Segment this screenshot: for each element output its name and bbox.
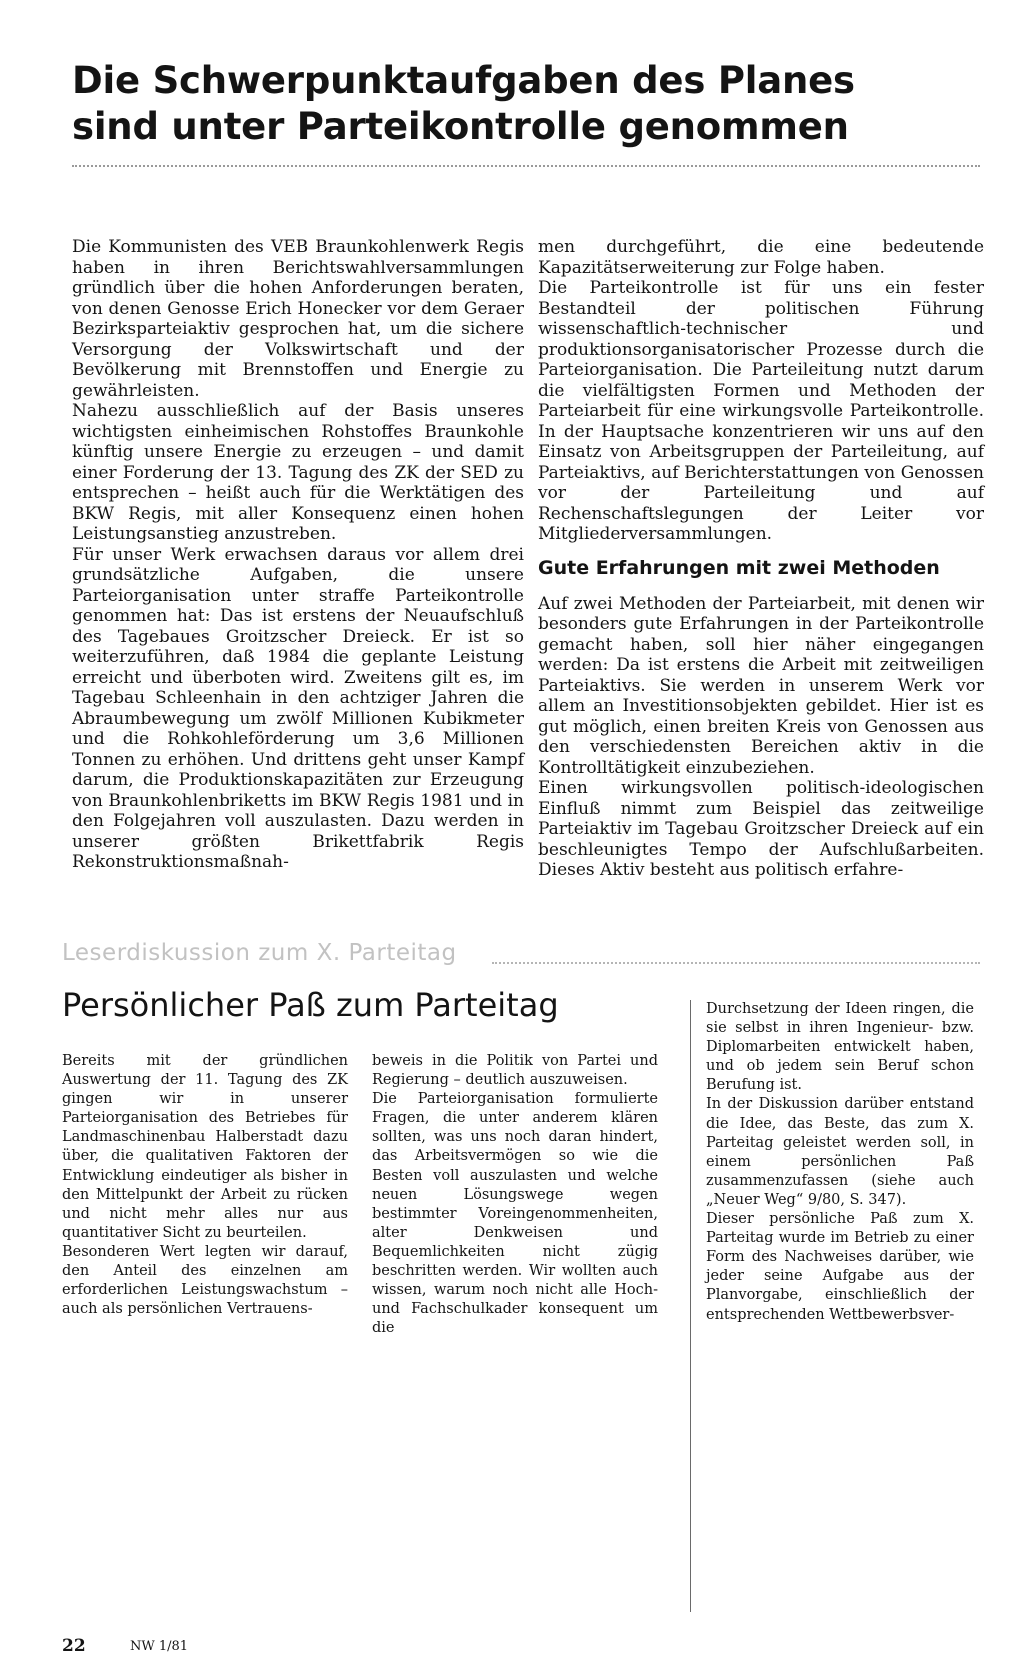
paragraph: Die Parteiorganisation formulierte Fragen, die unter anderem klären sollten, was uns noch daran hindert, das Arbeitsvermögen so wie die Besten voll auszulasten und welche neuen Lösungswege wegen bestimmter Voreingenommenheiten, alter Denkweisen und Bequemlichkeiten nicht zügig beschritten werden. Wir wollten auch wissen, warum noch nicht alle Hoch- und Fachschulkader konsequent um die	[372, 1091, 658, 1337]
article-column-2	[538, 237, 984, 881]
headline-line-1: Die Schwerpunktaufgaben des Planes	[72, 59, 855, 102]
paragraph: Für unser Werk erwachsen daraus vor allem drei grundsätzliche Aufgaben, die unsere Parteiorganisation unter straffe Parteikontrolle genommen hat: Das ist erstens der Neuaufschluß des Tagebaues Groitzscher Dreieck. Er ist so weiterzuführen, daß 1984 die geplante Leistung erreicht und überboten wird. Zweitens gilt es, im Tagebau Schleenhain in den achtziger Jahren die Abraumbewegung um zwölf Millionen Kubikmeter und die Rohkohleförderung um 3,6 Millionen Tonnen zu erhöhen. Und drittens geht unser Kampf darum, die Produktionskapazitäten zur Erzeugung von Braunkohlenbriketts im BKW Regis 1981 und in den Folgejahren voll auszulasten. Dazu werden in unserer größten Brikettfabrik Regis Rekonstruktionsmaßnah-	[72, 544, 524, 872]
issue-label: NW 1/81	[130, 1639, 189, 1654]
kicker-divider	[492, 962, 980, 964]
article-column-1	[72, 237, 524, 873]
discussion-column-2	[372, 1052, 658, 1338]
paragraph: Dieser persönliche Paß zum X. Parteitag wurde im Betrieb zu einer Form des Nachweises darüber, wie jeder seine Aufgabe aus der Planvorgabe, einschließlich der entsprechenden Wettbewerbsver-	[706, 1211, 974, 1323]
headline-divider	[72, 165, 980, 167]
paragraph: men durchgeführt, die eine bedeutende Kapazitätserweiterung zur Folge haben.	[538, 237, 984, 278]
paragraph: Einen wirkungsvollen politisch-ideologischen Einfluß nimmt zum Beispiel das zeitweilige Parteiaktiv im Tagebau Groitzscher Dreieck auf ein beschleunigtes Tempo der Aufschlußarbeiten. Dieses Aktiv besteht aus politisch erfahre-	[538, 778, 984, 880]
column-divider	[690, 1000, 691, 1612]
paragraph: Durchsetzung der Ideen ringen, die sie selbst in ihren Ingenieur- bzw. Diplomarbeiten entwickelt haben, und ob jedem sein Beruf schon Berufung ist.	[706, 1001, 974, 1094]
paragraph: Die Kommunisten des VEB Braunkohlenwerk Regis haben in ihren Berichtswahlversammlungen gründlich über die hohen Anforderungen beraten, von denen Genosse Erich Honecker vor dem Geraer Bezirksparteiaktiv gesprochen hat, um die sichere Versorgung der Volkswirtschaft und der Bevölkerung mit Brennstoffen und Energie zu gewährleisten.	[72, 237, 524, 401]
discussion-column-3	[706, 1000, 974, 1325]
article-headline	[72, 58, 972, 150]
headline-line-2: sind unter Parteikontrolle genommen	[72, 105, 849, 148]
paragraph: Besonderen Wert legten wir darauf, den Anteil des einzelnen am erforderlichen Leistungswachstum – auch als persönlichen Vertrauens-	[62, 1243, 348, 1318]
discussion-headline: Persönlicher Paß zum Parteitag	[62, 986, 559, 1024]
paragraph: Auf zwei Methoden der Parteiarbeit, mit denen wir besonders gute Erfahrungen in der Parteikontrolle gemacht haben, soll hier näher eingegangen werden: Da ist erstens die Arbeit mit zeitweiligen Parteiaktivs. Sie werden in unserem Werk vor allem an Investitionsobjekten gebildet. Hier ist es gut möglich, einen breiten Kreis von Genossen aus den verschiedensten Bereichen aktiv in die Kontrolltätigkeit einzubeziehen.	[538, 593, 984, 778]
page-number: 22	[62, 1636, 86, 1656]
paragraph: Bereits mit der gründlichen Auswertung der 11. Tagung des ZK gingen wir in unserer Parteiorganisation des Betriebes für Landmaschinenbau Halberstadt dazu über, die qualitativen Faktoren der Entwicklung eindeutiger als bisher in den Mittelpunkt der Arbeit zu rücken und nicht mehr alles nur aus quantitativer Sicht zu beurteilen.	[62, 1053, 348, 1241]
paragraph: beweis in die Politik von Partei und Regierung – deutlich auszuweisen.	[372, 1053, 658, 1089]
paragraph: Die Parteikontrolle ist für uns ein fester Bestandteil der politischen Führung wissenschaftlich-technischer und produktionsorganisatorischer Prozesse durch die Parteiorganisation. Die Parteileitung nutzt darum die vielfältigsten Formen und Methoden der Parteiarbeit für eine wirkungsvolle Parteikontrolle. In der Hauptsache konzentrieren wir uns auf den Einsatz von Arbeitsgruppen der Parteileitung, auf Parteiaktivs, auf Berichterstattungen von Genossen vor der Parteileitung und auf Rechenschaftslegungen der Leiter vor Mitgliederversammlungen.	[538, 278, 984, 544]
section-kicker: Leserdiskussion zum X. Parteitag	[62, 940, 457, 966]
paragraph: Nahezu ausschließlich auf der Basis unseres wichtigsten einheimischen Rohstoffes Braunkohle künftig unsere Energie zu erzeugen – und damit einer Forderung der 13. Tagung des ZK der SED zu entsprechen – heißt auch für die Werktätigen des BKW Regis, mit aller Konsequenz einen hohen Leistungsanstieg anzustreben.	[72, 401, 524, 544]
discussion-column-1	[62, 1052, 348, 1319]
paragraph: In der Diskussion darüber entstand die Idee, das Beste, das zum X. Parteitag geleistet werden soll, in einem persönlichen Paß zusammenzufassen (siehe auch „Neuer Weg“ 9/80, S. 347).	[706, 1096, 974, 1208]
subheading: Gute Erfahrungen mit zwei Methoden	[538, 556, 940, 579]
